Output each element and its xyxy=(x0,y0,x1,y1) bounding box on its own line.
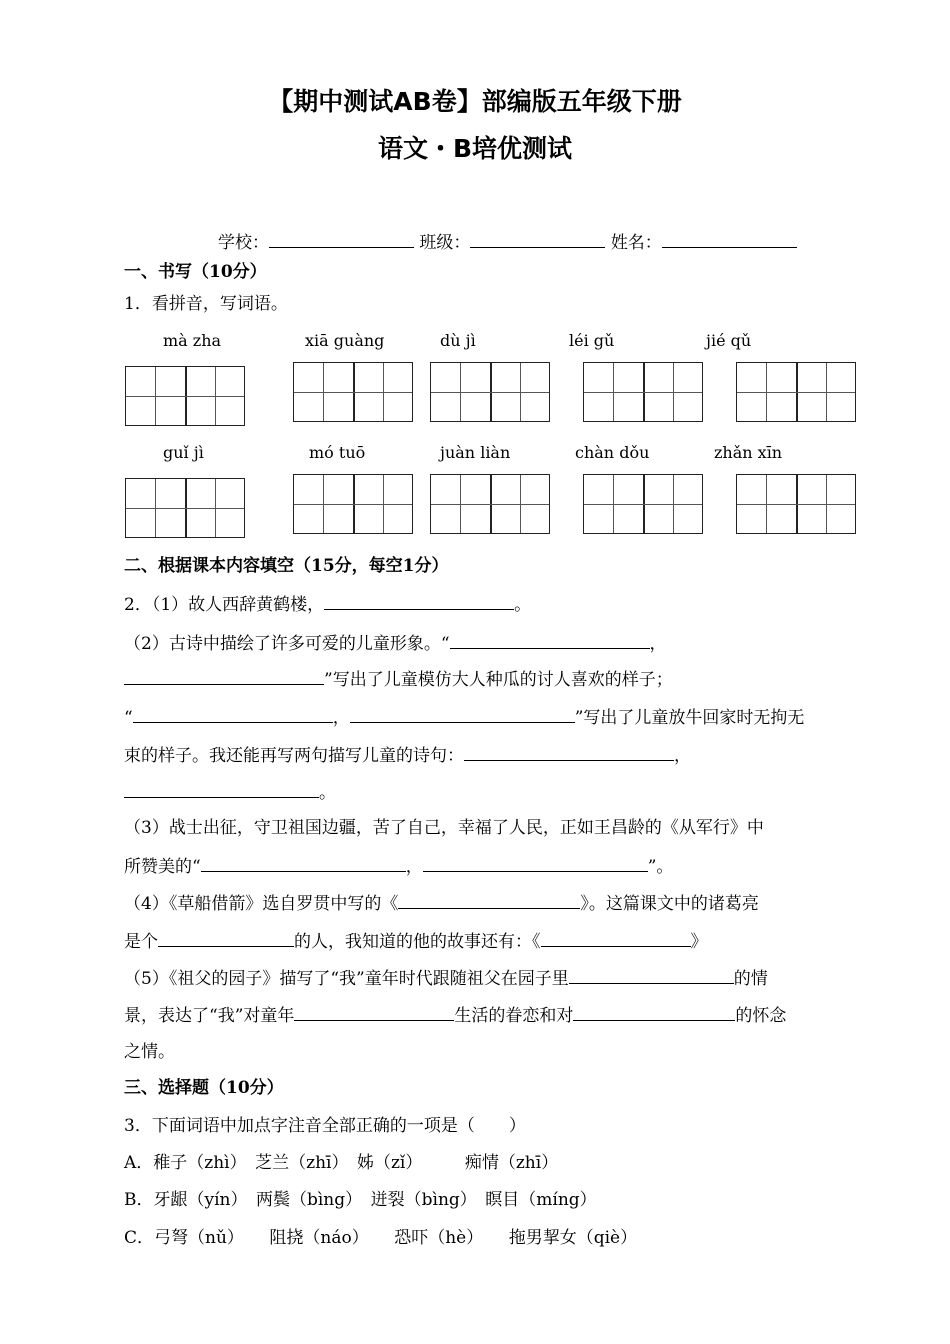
punct: ， xyxy=(674,746,691,766)
question-text: （5）《祖父的园子》描写了“我”童年时代跟随祖父在园子里 xyxy=(124,969,569,989)
punct: ， xyxy=(649,634,667,654)
option-b[interactable]: B．牙龈（yín） 两鬓（bìng） 迸裂（bìng） 瞑目（míng） xyxy=(124,1190,597,1210)
question2-5-line2 xyxy=(124,1003,786,1027)
page-subtitle: 语文・B培优测试 xyxy=(377,134,573,163)
question-text: 的情 xyxy=(733,969,768,989)
page-title: 【期中测试AB卷】部编版五年级下册 xyxy=(268,87,682,116)
question-text: 是个 xyxy=(124,932,158,952)
answer-blank[interactable] xyxy=(158,929,294,947)
writing-grid[interactable] xyxy=(430,362,550,422)
question-text: 所赞美的“ xyxy=(124,857,201,877)
question-text: （4）《草船借箭》选自罗贯中写的《 xyxy=(124,894,399,914)
student-info-line xyxy=(218,230,797,254)
question2-2-line1 xyxy=(124,631,667,655)
answer-blank[interactable] xyxy=(398,891,580,909)
name-label: 姓名： xyxy=(610,233,662,253)
answer-blank[interactable] xyxy=(464,743,674,761)
question-text: 》。这篇课文中的诸葛亮 xyxy=(580,894,759,914)
answer-blank[interactable] xyxy=(124,780,319,798)
punct: ”。 xyxy=(647,857,674,877)
question-text: （2）古诗中描绘了许多可爱的儿童形象。“ xyxy=(124,634,450,654)
question-text: 束的样子。我还能再写两句描写儿童的诗句： xyxy=(124,746,464,766)
option-c[interactable]: C．弓弩（nǔ） 阻挠（náo） 恐吓（hè） 拖男挈女（qiè） xyxy=(124,1228,638,1248)
pinyin-label: zhǎn xīn xyxy=(714,443,783,462)
answer-blank[interactable] xyxy=(324,592,514,610)
question2-5-line1 xyxy=(124,966,768,990)
question-text: 生活的眷恋和对 xyxy=(454,1006,574,1026)
punct: ， xyxy=(405,857,423,877)
question-text: 景，表达了“我”对童年 xyxy=(124,1006,295,1026)
answer-blank[interactable] xyxy=(350,705,575,723)
answer-blank[interactable] xyxy=(573,1003,735,1021)
punct: 》 xyxy=(690,932,708,952)
answer-blank[interactable] xyxy=(124,667,324,685)
school-label: 学校： xyxy=(218,233,269,253)
pinyin-label: juàn liàn xyxy=(440,443,511,462)
writing-grid[interactable] xyxy=(125,478,245,538)
question2-3-line1: （3）战士出征，守卫祖国边疆，苦了自己，幸福了人民，正如王昌龄的《从军行》中 xyxy=(124,818,764,838)
question-text: ”写出了儿童放牛回家时无拘无 xyxy=(574,708,805,728)
writing-grid[interactable] xyxy=(583,474,703,534)
answer-blank[interactable] xyxy=(423,854,648,872)
punct: 。 xyxy=(514,595,532,615)
question2-2-line3 xyxy=(124,705,804,729)
writing-grid[interactable] xyxy=(293,362,413,422)
writing-grid[interactable] xyxy=(293,474,413,534)
class-label: 班级： xyxy=(419,233,471,253)
pinyin-label: mó tuō xyxy=(309,443,366,462)
pinyin-label: mà zha xyxy=(163,331,222,350)
question1-prompt: 1．看拼音，写词语。 xyxy=(124,294,288,314)
pinyin-label: chàn dǒu xyxy=(575,443,650,462)
answer-blank[interactable] xyxy=(294,1003,454,1021)
school-blank[interactable] xyxy=(269,230,414,248)
punct: 。 xyxy=(319,783,336,803)
question-text: 2．（1）故人西辞黄鹤楼， xyxy=(124,595,325,615)
question2-5-line3: 之情。 xyxy=(124,1042,175,1062)
section3-heading: 三、选择题（10分） xyxy=(124,1078,284,1098)
section2-heading: 二、根据课本内容填空（15分，每空1分） xyxy=(124,556,449,576)
writing-grid[interactable] xyxy=(736,474,856,534)
writing-grid[interactable] xyxy=(430,474,550,534)
pinyin-label: dù jì xyxy=(440,331,476,350)
class-blank[interactable] xyxy=(470,230,605,248)
question2-1 xyxy=(124,592,531,616)
name-blank[interactable] xyxy=(662,230,797,248)
answer-blank[interactable] xyxy=(569,966,734,984)
answer-blank[interactable] xyxy=(201,854,406,872)
section1-heading: 一、书写（10分） xyxy=(124,262,267,282)
question2-2-line2 xyxy=(124,667,673,691)
question2-2-line4 xyxy=(124,743,691,767)
writing-grid[interactable] xyxy=(736,362,856,422)
question2-4-line1 xyxy=(124,891,759,915)
answer-blank[interactable] xyxy=(541,929,691,947)
question-text: 的怀念 xyxy=(735,1006,787,1026)
option-a[interactable]: A．稚子（zhì） 芝兰（zhī） 姊（zǐ） 痴情（zhī） xyxy=(124,1153,559,1173)
answer-blank[interactable] xyxy=(450,631,650,649)
punct: ， xyxy=(332,708,350,728)
punct: “ xyxy=(124,708,133,728)
pinyin-label: xiā guàng xyxy=(305,331,385,350)
writing-grid[interactable] xyxy=(583,362,703,422)
question2-2-line5 xyxy=(124,780,336,804)
writing-grid[interactable] xyxy=(125,366,245,426)
question-text: 的人，我知道的他的故事还有：《 xyxy=(294,932,541,952)
question-text: ”写出了儿童模仿大人种瓜的讨人喜欢的样子； xyxy=(324,670,673,690)
pinyin-label: guǐ jì xyxy=(163,443,204,462)
answer-blank[interactable] xyxy=(133,705,333,723)
question2-4-line2 xyxy=(124,929,708,953)
pinyin-label: jié qǔ xyxy=(706,331,752,350)
question2-3-line2 xyxy=(124,854,673,878)
question3-prompt: 3．下面词语中加点字注音全部正确的一项是（ ） xyxy=(124,1116,526,1136)
pinyin-label: léi gǔ xyxy=(569,331,615,350)
